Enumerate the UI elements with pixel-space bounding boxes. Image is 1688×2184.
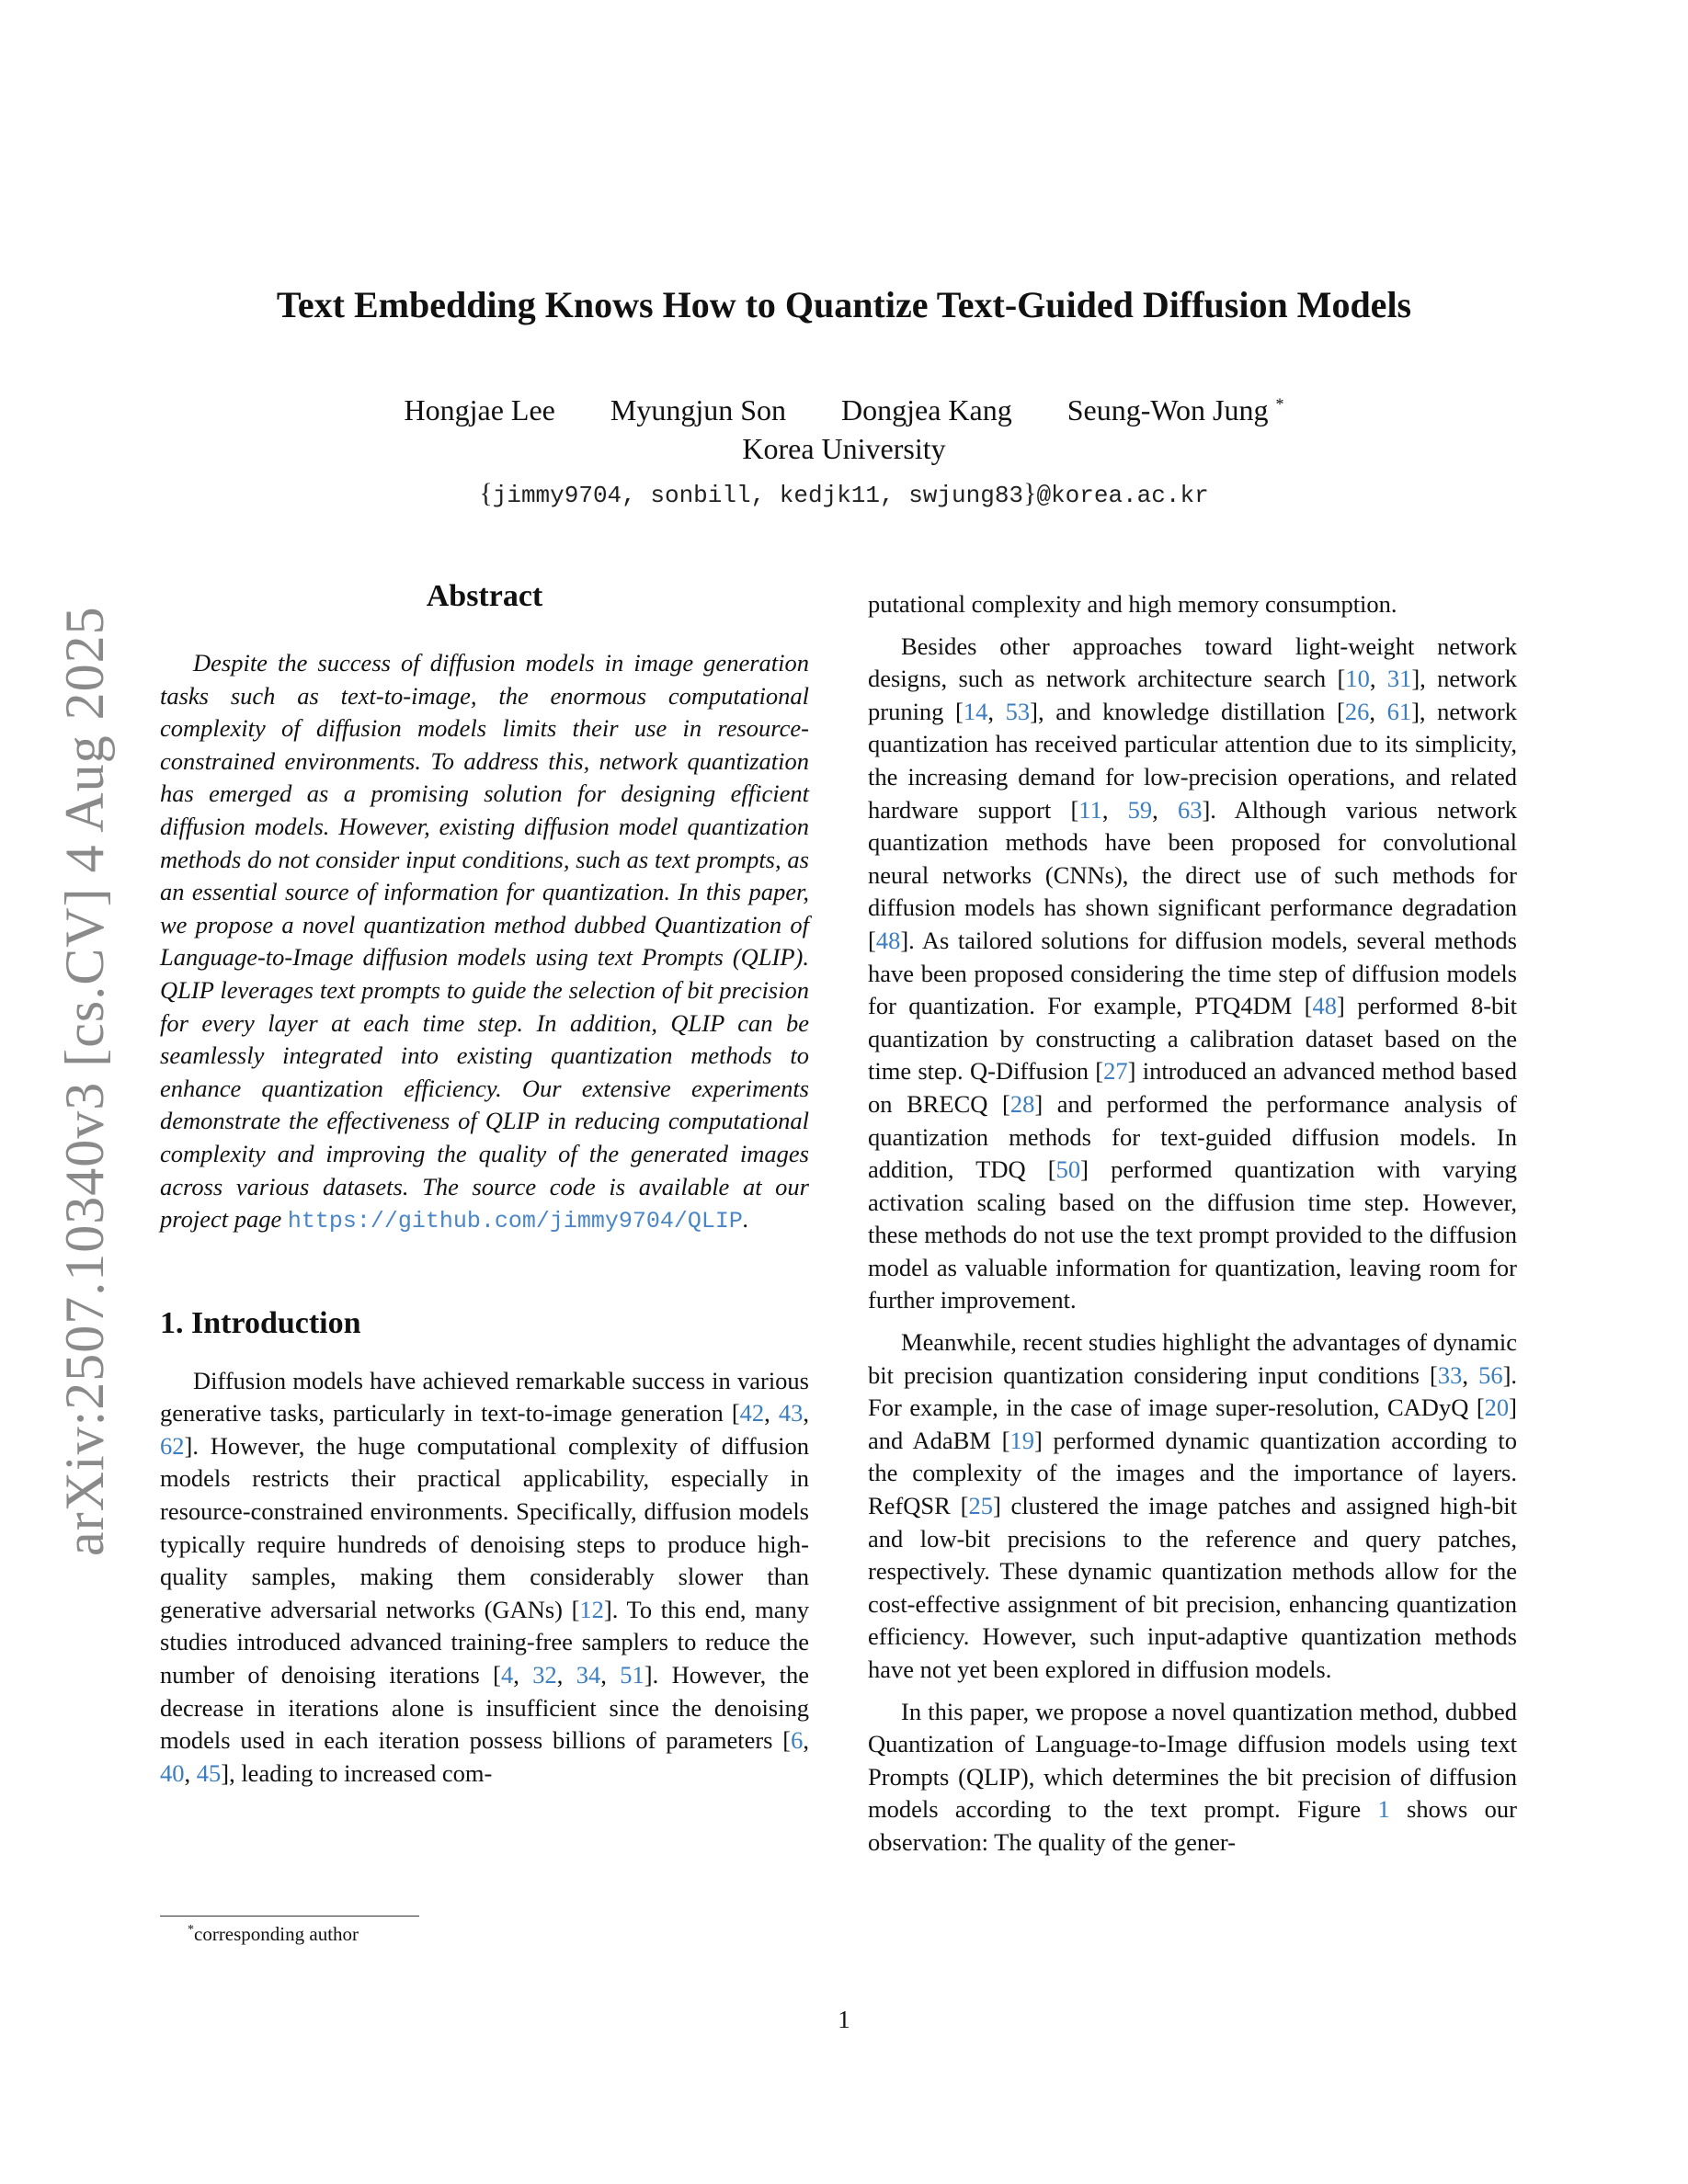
citation-link[interactable]: 34 [576, 1661, 601, 1689]
body-text: In this paper, we propose a novel quantization method, dubbed Quantization of Language-to-Image diffusion models using text Prompts (QLIP), which determines the bit precision of diffusion models according to the text prompt. Figure [868, 1697, 1517, 1824]
body-text: , [764, 1399, 779, 1428]
author-list [0, 393, 1688, 427]
body-text: ] performed 8-bit quantization by constructing a calibration dataset based on the time step. Q-Diffusion [ [868, 992, 1517, 1086]
citation-link[interactable]: 40 [160, 1758, 185, 1787]
body-text: ]. However, the decrease in iterations alone is insufficient since the denoising models used in each iteration possess billions of parameters [ [160, 1661, 810, 1755]
citation-link[interactable]: 11 [1078, 795, 1102, 824]
body-text: , [1369, 665, 1387, 693]
citation-link[interactable]: 62 [160, 1431, 185, 1460]
body-text: , [803, 1399, 809, 1428]
corresponding-author-mark: * [1275, 394, 1284, 414]
citation-link[interactable]: 32 [532, 1661, 557, 1689]
citation-link[interactable]: 51 [620, 1661, 644, 1689]
body-text: shows our observation: The quality of the gener- [868, 1795, 1517, 1856]
citation-link[interactable]: 45 [196, 1758, 222, 1787]
citation-link[interactable]: 4 [501, 1661, 514, 1689]
body-text: ] and AdaBM [ [868, 1393, 1517, 1454]
body-text: ]. Although various network quantization methods have been proposed for convolutional neural networks (CNNs), the direct use of such methods for diffusion models has shown significant performance degradation [ [868, 795, 1518, 954]
affiliation: Korea University [742, 432, 946, 465]
citation-link[interactable]: 19 [1009, 1426, 1034, 1454]
body-text: , [1101, 795, 1128, 824]
body-text: ], leading to increased com- [221, 1758, 493, 1787]
body-text: , [600, 1661, 621, 1689]
author-name: Hongjae Lee [404, 393, 555, 427]
citation-link[interactable]: 53 [1005, 697, 1031, 725]
body-text: ], network quantization has received particular attention due to its simplicity, the increasing demand for low-precision operations, and related hardware support [ [868, 697, 1517, 824]
body-text: ] performed dynamic quantization according to the complexity of the images and the importance of layers. RefQSR [ [868, 1426, 1517, 1520]
section-heading-introduction: 1. Introduction [160, 1305, 361, 1340]
citation-link[interactable]: 28 [1009, 1089, 1035, 1118]
body-text: , [556, 1661, 576, 1689]
body-text: ], and knowledge distillation [ [1030, 697, 1345, 725]
citation-link[interactable]: 25 [968, 1492, 993, 1520]
intro-paragraph-2 [868, 631, 1517, 1317]
footnote: *corresponding author [188, 1923, 359, 1945]
project-page-link[interactable]: https://github.com/jimmy9704/QLIP [287, 1208, 743, 1235]
author-name: Dongjea Kang [841, 393, 1012, 427]
citation-link[interactable]: 12 [579, 1595, 604, 1623]
body-text: Diffusion models have achieved remarkable success in various generative tasks, particularly in text-to-image generation [ [160, 1366, 809, 1428]
abstract-heading: Abstract [426, 579, 543, 613]
citation-link[interactable]: 59 [1127, 795, 1153, 824]
citation-link[interactable]: 42 [739, 1399, 765, 1428]
body-text: , [803, 1726, 809, 1755]
citation-link[interactable]: 10 [1345, 665, 1370, 693]
citation-link[interactable]: 27 [1103, 1057, 1128, 1086]
citation-link[interactable]: 61 [1386, 697, 1412, 725]
intro-paragraph-1 [160, 1365, 809, 1791]
citation-link[interactable]: 48 [875, 926, 901, 954]
page-number: 1 [838, 2006, 850, 2033]
body-text: ]. To this end, many studies introduced advanced training-free samplers to reduce the number of denoising iterations [ [160, 1595, 810, 1689]
body-text: ]. As tailored solutions for diffusion models, several methods have been proposed considering the time step of diffusion models for quantization. For example, PTQ4DM [ [868, 926, 1517, 1020]
author-emails: {jimmy9704, sonbill, kedjk11, swjung83}@korea.ac.kr [479, 478, 1209, 509]
body-text: , [1369, 697, 1387, 725]
right-column [868, 588, 1517, 1869]
intro-paragraph-1-continued: putational complexity and high memory consumption. [868, 590, 1397, 618]
intro-paragraph-3 [868, 1326, 1517, 1687]
citation-link[interactable]: 43 [778, 1399, 804, 1428]
citation-link[interactable]: 56 [1478, 1360, 1503, 1389]
body-text: ]. However, the huge computational complexity of diffusion models restricts their practical applicability, especially in resource-constrained environments. Specifically, diffusion models typically require hundreds of denoising steps to produce high-quality samples, making them considerably slower than generative adversarial networks (GANs) [ [160, 1431, 809, 1623]
intro-paragraph-4 [868, 1696, 1517, 1860]
citation-link[interactable]: 31 [1386, 665, 1412, 693]
paper-title: Text Embedding Knows How to Quantize Text-Guided Diffusion Models [276, 284, 1412, 325]
body-text: ] and performed the performance analysis of quantization methods for text-guided diffusion models. In addition, TDQ [ [868, 1089, 1517, 1184]
body-text: , [513, 1661, 533, 1689]
body-text: , [987, 697, 1006, 725]
body-text: ]. For example, in the case of image super-resolution, CADyQ [ [868, 1360, 1518, 1422]
body-text: ], network pruning [ [868, 665, 1518, 725]
citation-link[interactable]: 14 [963, 697, 988, 725]
author-name: Seung-Won Jung * [1066, 393, 1284, 427]
body-text: , [1152, 795, 1178, 824]
citation-link[interactable]: 20 [1484, 1393, 1510, 1422]
body-text: ] performed quantization with varying activation scaling based on the diffusion time step. However, these methods do not use the text prompt provided to the diffusion model as valuable information for quantization, leaving room for further improvement. [868, 1155, 1517, 1314]
citation-link[interactable]: 1 [1377, 1795, 1390, 1824]
left-column [160, 579, 809, 1799]
arxiv-identifier-stamp: arXiv:2507.10340v3 [cs.CV] 4 Aug 2025 [54, 606, 115, 1556]
body-text: , [184, 1758, 197, 1787]
author-name: Myungjun Son [610, 393, 787, 427]
body-text: Besides other approaches toward light-weight network designs, such as network architecture search [ [868, 631, 1517, 693]
citation-link[interactable]: 26 [1344, 697, 1370, 725]
abstract-text: Despite the success of diffusion models in image generation tasks such as text-to-image, the enormous computational complexity of diffusion models limits their use in resource-constrained environments. To address this, network quantization has emerged as a promising solution for designing efficient diffusion models. However, existing diffusion model quantization methods do not consider input conditions, such as text prompts, as an essential source of information for quantization. In this paper, we propose a novel quantization method dubbed Quantization of Language-to-Image diffusion models using text Prompts (QLIP). QLIP leverages text prompts to guide the selection of bit precision for every layer at each time step. In addition, QLIP can be seamlessly integrated into existing quantization methods to enhance quantization efficiency. Our extensive experiments demonstrate the effectiveness of QLIP in reducing computational complexity and improving the quality of the generated images across various datasets. The source code is available at our project page https://github.com/jimmy9704/QLIP. [160, 649, 809, 1235]
body-text: ] introduced an advanced method based on BRECQ [ [868, 1057, 1517, 1118]
body-text: Meanwhile, recent studies highlight the advantages of dynamic bit precision quantization considering input conditions [ [868, 1328, 1517, 1389]
body-text: , [1462, 1360, 1479, 1389]
citation-link[interactable]: 48 [1312, 992, 1337, 1020]
body-text: ] clustered the image patches and assigned high-bit and low-bit precisions to the reference and query patches, respectively. These dynamic quantization methods allow for the cost-effective assignment of bit precision, enhancing quantization efficiency. However, such input-adaptive quantization methods have not yet been explored in diffusion models. [868, 1492, 1517, 1683]
citation-link[interactable]: 33 [1437, 1360, 1463, 1389]
citation-link[interactable]: 50 [1055, 1155, 1081, 1184]
citation-link[interactable]: 6 [791, 1726, 804, 1755]
citation-link[interactable]: 63 [1177, 795, 1203, 824]
footnote-divider [160, 1916, 419, 1917]
